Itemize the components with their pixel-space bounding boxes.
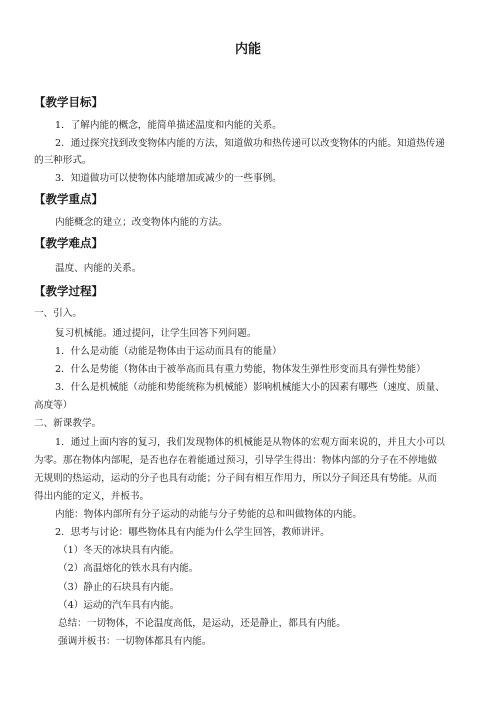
process-line: （2）高温熔化的铁水具有内能。 — [58, 563, 199, 574]
process-line: 复习机械能。通过提问，让学生回答下列问题。 — [55, 328, 257, 339]
process-line: （4）运动的汽车具有内能。 — [58, 600, 180, 611]
goal-item: 2．通过探究找到改变物体内能的方法，知道做功和热传递可以改变物体的内能。知道热传递 — [55, 138, 445, 149]
process-line: 强调并板书：一切物体都具有内能。 — [58, 636, 212, 647]
process-line: 为零。那在物体内部呢，是否也存在着能通过预习，引导学生得出：物体内部的分子在不停地做 — [34, 455, 437, 466]
process-line: 1．通过上面内容的复习，我们发现物体的机械能是从物体的宏观方面来说的，并且大小可以 — [55, 437, 445, 448]
goal-item: 3．知道做功可以使物体内能增加或减少的一些事例。 — [55, 173, 282, 184]
goal-item-continuation: 的三种形式。 — [34, 155, 92, 166]
process-line: 一、引入。 — [34, 308, 82, 319]
process-line: 二、新课教学。 — [34, 418, 102, 429]
process-line: 1．什么是动能（动能是物体由于运动而具有的能量） — [55, 346, 282, 357]
process-line: （1）冬天的冰块具有内能。 — [58, 545, 180, 556]
goal-item: 1．了解内能的概念，能简单描述温度和内能的关系。 — [55, 120, 282, 131]
process-line: 3．什么是机械能（动能和势能统称为机械能）影响机械能大小的因素有哪些（速度、质量、 — [55, 382, 445, 393]
process-line: 2．思考与讨论：哪些物体具有内能为什么学生回答，教师讲评。 — [55, 527, 330, 538]
process-line: 2．什么是势能（物体由于被举高而具有重力势能，物体发生弹性形变而具有弹性势能） — [55, 364, 426, 375]
key-points-text: 内能概念的建立；改变物体内能的方法。 — [55, 217, 228, 228]
difficulties-text: 温度、内能的关系。 — [55, 263, 142, 274]
process-line: 高度等） — [34, 400, 73, 411]
process-line: 总结：一切物体，不论温度高低，是运动，还是静止，都具有内能。 — [58, 618, 346, 629]
process-line: 得出内能的定义，并板书。 — [34, 491, 150, 502]
process-line: 无规则的热运动，运动的分子也具有动能；分子间有相互作用力，所以分子间还具有势能。从而 — [34, 473, 437, 484]
process-line: （3）静止的石块具有内能。 — [58, 582, 180, 593]
process-line: 内能：物体内部所有分子运动的动能与分子势能的总和叫做物体的内能。 — [55, 509, 362, 520]
heading-teaching-goals: 【教学目标】 — [34, 95, 103, 109]
heading-teaching-process: 【教学过程】 — [34, 284, 103, 298]
heading-difficulties: 【教学难点】 — [34, 236, 103, 250]
heading-key-points: 【教学重点】 — [34, 192, 103, 206]
document-title: 内能 — [234, 42, 261, 57]
